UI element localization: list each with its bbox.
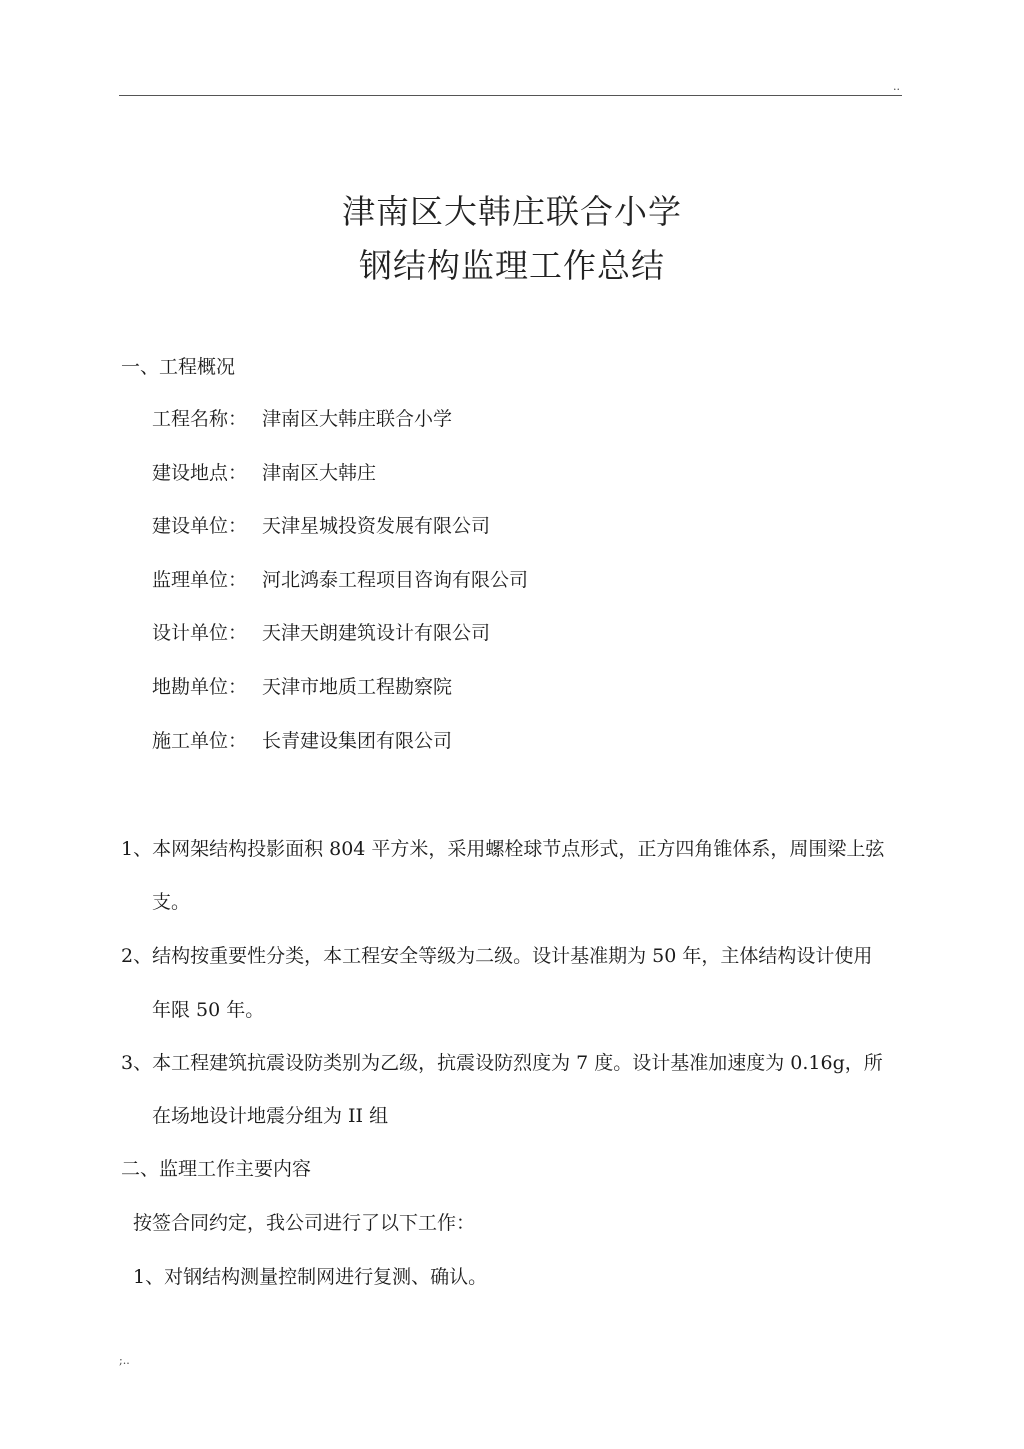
item-2-line2: 年限 50 年。 — [152, 999, 265, 1021]
section1-heading: 一、工程概况 — [121, 356, 236, 378]
item-1-line2: 支。 — [152, 891, 191, 913]
field-supervisor — [152, 568, 528, 592]
item-2-line1: 2、结构按重要性分类，本工程安全等级为二级。设计基准期为 50 年，主体结构设计使用 — [121, 945, 873, 967]
field-value: 津南区大韩庄联合小学 — [262, 408, 453, 430]
field-survey — [152, 675, 452, 699]
section2-intro: 按签合同约定，我公司进行了以下工作： — [133, 1212, 476, 1234]
field-value: 长青建设集团有限公司 — [262, 730, 453, 752]
section2-heading: 二、监理工作主要内容 — [121, 1158, 312, 1180]
item-3-line2: 在场地设计地震分组为 II 组 — [152, 1105, 389, 1127]
document-title-line1: 津南区大韩庄联合小学 — [342, 192, 682, 231]
field-label: 地勘单位： — [152, 676, 248, 698]
field-value: 河北鸿泰工程项目咨询有限公司 — [262, 569, 529, 591]
field-contractor — [152, 729, 452, 753]
item-1-line1: 1、本网架结构投影面积 804 平方米，采用螺栓球节点形式，正方四角锥体系，周围梁上弦 — [121, 838, 885, 860]
header-mark: .. — [893, 80, 900, 93]
field-label: 建设地点： — [152, 462, 248, 484]
header-rule — [119, 95, 902, 96]
item-3-line1: 3、本工程建筑抗震设防类别为乙级，抗震设防烈度为 7 度。设计基准加速度为 0.16g，所 — [121, 1052, 883, 1074]
field-owner — [152, 514, 490, 538]
field-value: 天津星城投资发展有限公司 — [262, 515, 491, 537]
field-designer — [152, 621, 490, 645]
field-value: 天津市地质工程勘察院 — [262, 676, 453, 698]
field-value: 津南区大韩庄 — [262, 462, 377, 484]
section2-item-1: 1、对钢结构测量控制网进行复测、确认。 — [133, 1266, 488, 1288]
field-location — [152, 461, 376, 485]
field-label: 工程名称： — [152, 408, 248, 430]
field-project-name — [152, 407, 452, 431]
field-label: 设计单位： — [152, 622, 248, 644]
field-label: 监理单位： — [152, 569, 248, 591]
field-label: 建设单位： — [152, 515, 248, 537]
document-title-line2: 钢结构监理工作总结 — [359, 246, 665, 285]
field-label: 施工单位： — [152, 730, 248, 752]
field-value: 天津天朗建筑设计有限公司 — [262, 622, 491, 644]
footer-mark: ;.. — [119, 1354, 130, 1367]
